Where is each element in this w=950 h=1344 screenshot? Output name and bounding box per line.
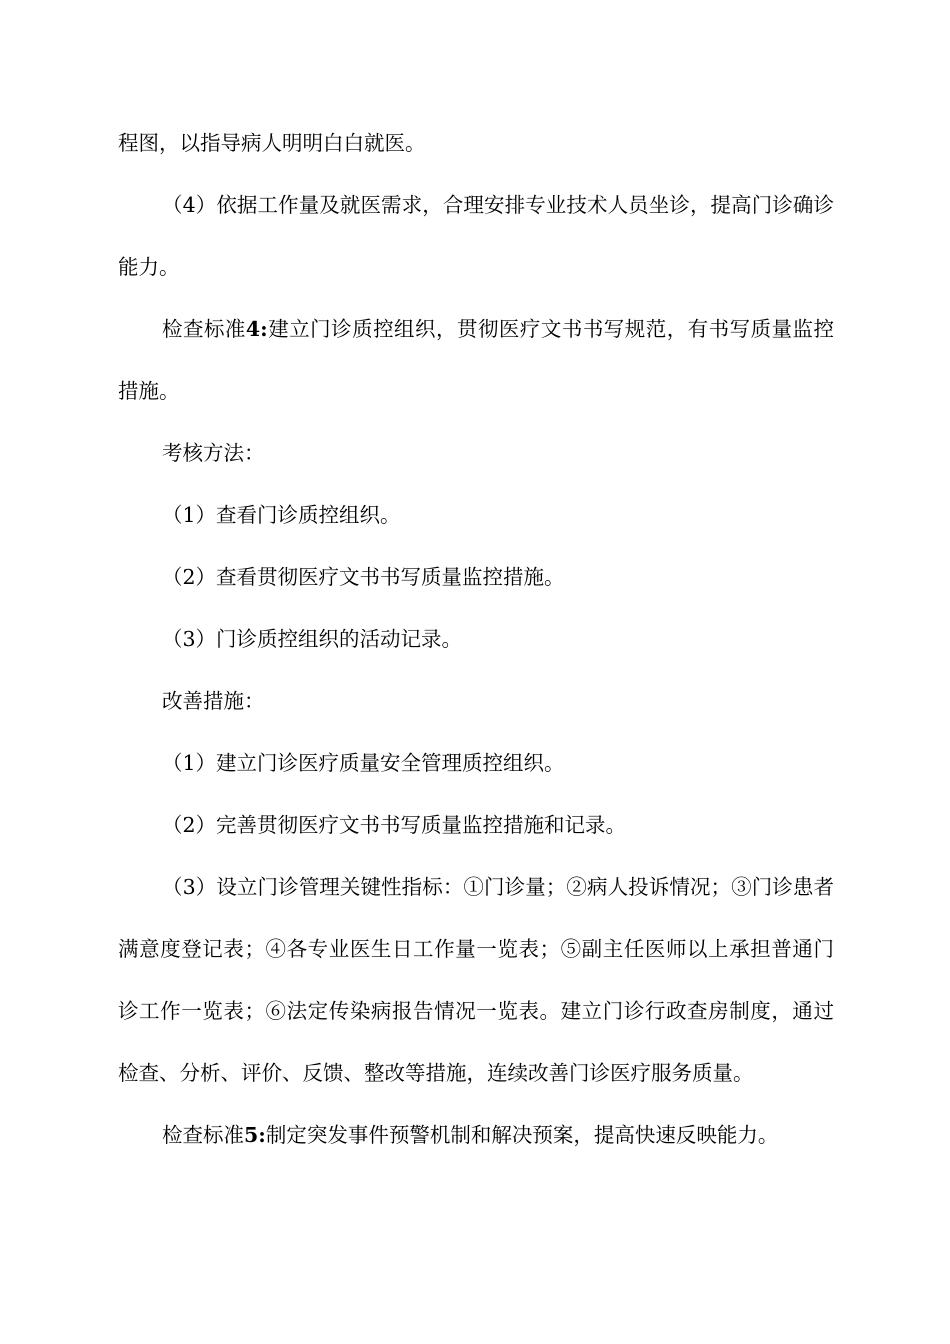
heading-text: 考核方法：: [162, 441, 265, 465]
heading-text: 改善措施：: [162, 689, 265, 713]
standard-prefix: 检查标准: [162, 317, 246, 341]
paragraph-standard-4: [118, 298, 834, 422]
section-heading-assessment: [118, 422, 834, 484]
paragraph-text: 程图，以指导病人明明白白就医。: [118, 131, 426, 155]
item-text: （3）门诊质控组织的活动记录。: [162, 627, 463, 651]
improvement-item-3: [118, 856, 834, 1104]
item-text: （2）查看贯彻医疗文书书写质量监控措施。: [162, 565, 565, 589]
paragraph-text: （4）依据工作量及就医需求，合理安排专业技术人员坐诊，提高门诊确诊能力。: [118, 193, 834, 279]
standard-text: 建立门诊质控组织，贯彻医疗文书书写规范，有书写质量监控措施。: [118, 317, 835, 403]
paragraph-continuation: [118, 112, 834, 174]
standard-prefix: 检查标准: [162, 1123, 244, 1147]
item-text: （1）查看门诊质控组织。: [162, 503, 401, 527]
paragraph-item-4: [118, 174, 834, 298]
paragraph-standard-5: [118, 1104, 834, 1166]
item-text: （1）建立门诊医疗质量安全管理质控组织。: [162, 751, 565, 775]
item-text: （3）设立门诊管理关键性指标：①门诊量；②病人投诉情况；③门诊患者满意度登记表；④各专业医生日工作量一览表；⑤副主任医师以上承担普通门诊工作一览表；⑥法定传染病报告情况一览表。建立门诊行政查房制度，通过检查、分析、评价、反馈、整改等措施，连续改善门诊医疗服务质量。: [118, 875, 834, 1085]
standard-text: 制定突发事件预警机制和解决预案，提高快速反映能力。: [265, 1123, 779, 1147]
assessment-item-3: [118, 608, 834, 670]
item-text: （2）完善贯彻医疗文书书写质量监控措施和记录。: [162, 813, 627, 837]
document-body: [118, 112, 834, 1166]
improvement-item-2: [118, 794, 834, 856]
improvement-item-1: [118, 732, 834, 794]
standard-number: 4:: [245, 317, 268, 341]
assessment-item-1: [118, 484, 834, 546]
assessment-item-2: [118, 546, 834, 608]
standard-number: 5:: [244, 1123, 266, 1147]
section-heading-improvement: [118, 670, 834, 732]
